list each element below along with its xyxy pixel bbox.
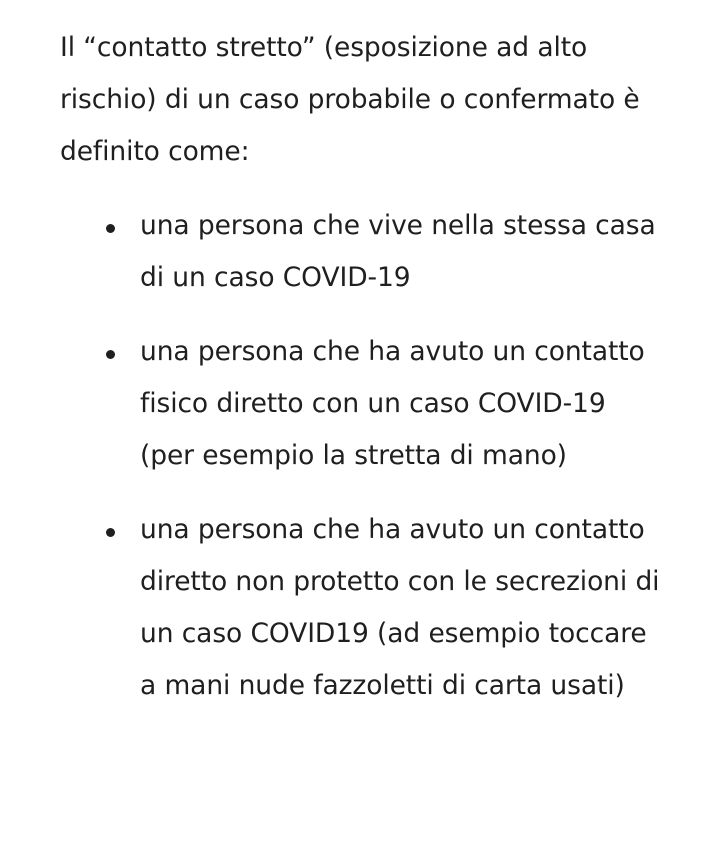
list-item-label: una persona che ha avuto un contatto diretto non protetto con le secrezioni di un caso COVID19 (ad esempio toccare a mani nude fazzoletti di carta usati) bbox=[140, 514, 660, 701]
list-item bbox=[104, 326, 660, 482]
list-item bbox=[104, 504, 660, 712]
bullet-point-icon bbox=[106, 528, 115, 537]
list-item bbox=[104, 200, 660, 304]
list-item-label: una persona che vive nella stessa casa di un caso COVID-19 bbox=[140, 210, 656, 293]
bullet-point-icon bbox=[106, 224, 115, 233]
list-item-label: una persona che ha avuto un contatto fisico diretto con un caso COVID-19 (per esempio la stretta di mano) bbox=[140, 336, 645, 471]
intro-paragraph: Il “contatto stretto” (esposizione ad alto rischio) di un caso probabile o confermato è definito come: bbox=[60, 32, 640, 167]
bullet-point-icon bbox=[106, 350, 115, 359]
close-contact-definition-list bbox=[60, 200, 660, 712]
